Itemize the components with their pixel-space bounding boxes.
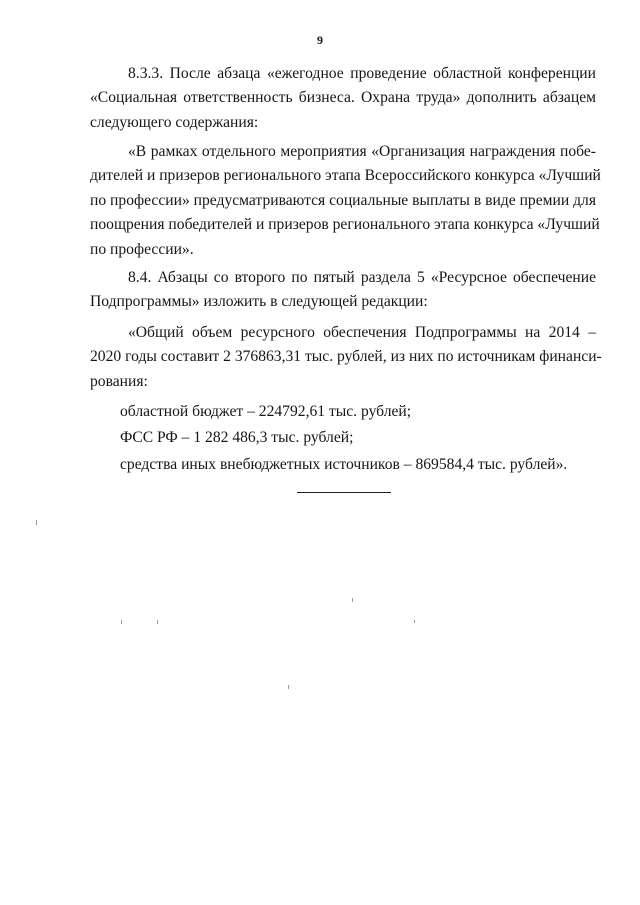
- text-line: поощрения победителей и призеров регионального этапа конкурса «Лучший: [90, 216, 600, 234]
- scan-speck: [157, 620, 158, 624]
- paragraph-8-3-3: [90, 62, 596, 135]
- text-line: по профессии» предусматриваются социальные выплаты в виде премии для: [90, 191, 596, 209]
- text-line: 2020 годы составит 2 376863,31 тыс. рублей, из них по источникам финанси-: [90, 348, 602, 366]
- paragraph-total-funding: [90, 321, 602, 394]
- text-line: «Общий объем ресурсного обеспечения Подпрограммы на 2014 –: [128, 324, 596, 341]
- page-number: 9: [317, 33, 323, 47]
- funding-other-sources: средства иных внебюджетных источников – 869584,4 тыс. рублей».: [120, 456, 568, 473]
- text-line: по профессии».: [90, 240, 194, 258]
- text-line: 8.4. Абзацы со второго по пятый раздела 5 «Ресурсное обеспечение: [128, 269, 596, 286]
- text-line: «Социальная ответственность бизнеса. Охрана труда» дополнить абзацем: [90, 89, 596, 107]
- scan-speck: [414, 620, 415, 623]
- funding-regional-budget: областной бюджет – 224792,61 тыс. рублей;: [120, 403, 412, 420]
- scan-speck: [288, 685, 289, 689]
- scan-speck: [36, 520, 37, 525]
- end-separator-line: [297, 492, 391, 493]
- paragraph-8-4: [90, 266, 596, 315]
- text-line: дителей и призеров регионального этапа Всероссийского конкурса «Лучший: [90, 167, 601, 185]
- scan-speck: [121, 620, 122, 624]
- paragraph-quoted-addition: [90, 140, 601, 262]
- funding-fss: ФСС РФ – 1 282 486,3 тыс. рублей;: [120, 429, 354, 446]
- scan-speck: [352, 598, 353, 602]
- text-line: «В рамках отдельного мероприятия «Организация награждения побе-: [128, 143, 596, 160]
- text-line: 8.3.3. После абзаца «ежегодное проведение областной конференции: [128, 65, 596, 82]
- text-line: Подпрограммы» изложить в следующей редакции:: [90, 293, 428, 311]
- text-line: рования:: [90, 372, 148, 390]
- text-line: следующего содержания:: [90, 113, 259, 131]
